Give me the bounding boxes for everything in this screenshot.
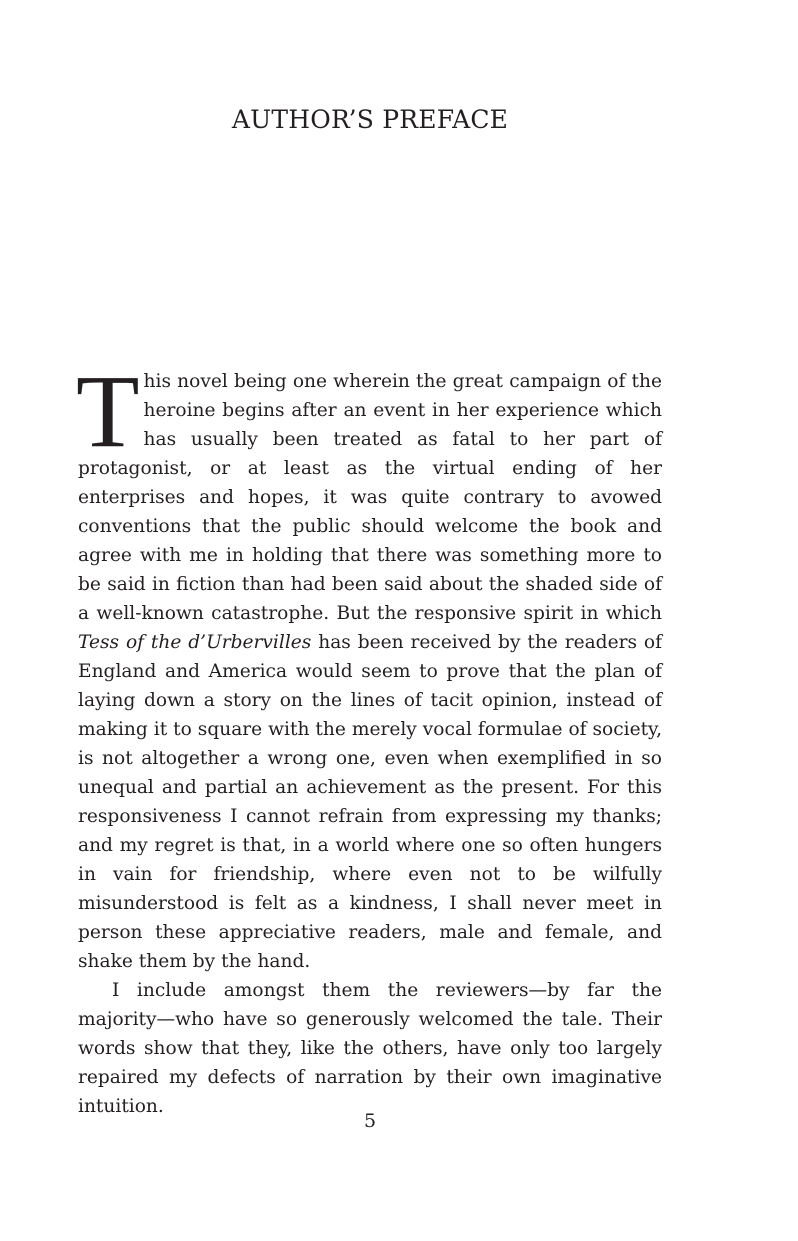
paragraph-2: I include amongst them the reviewers—by far the majority—who have so generously welcomed the tale. Their words show that they, like the others, have only too largely repaired my defects of narration by their own imaginative intuition. (78, 980, 662, 1117)
page-number: 5 (363, 1110, 377, 1132)
book-title-italic: Tess of the d’Urbervilles (78, 632, 312, 653)
drop-cap: T (76, 354, 140, 469)
paragraph-1 (76, 354, 662, 976)
paragraph-1-text-end: has been received by the readers of England and America would seem to prove that the plan of laying down a story on the lines of tacit opinion, instead of making it to square with the merely vocal formulae of society, is not altogether a wrong one, even when exemplified in so unequal and partial an achievement as the present. For this responsiveness I cannot refrain from expressing my thanks; and my regret is that, in a world where one so often hungers in vain for friendship, where even not to be wilfully misunderstood is felt as a kindness, I shall never meet in person these appreciative readers, male and female, and shake them by the hand. (78, 632, 662, 972)
page-title: AUTHOR’S PREFACE (231, 105, 509, 134)
paragraph-1-text-start: his novel being one wherein the great campaign of the heroine begins after an event in her experience which has usually been treated as fatal to her part of protagonist, or at least as the virtual ending of her enterprises and hopes, it was quite contrary to avowed conventions that the public should welcome the book and agree with me in holding that there was something more to be said in fiction than had been said about the shaded side of a well-known catastrophe. But the responsive spirit in which (78, 371, 662, 624)
preface-body (76, 354, 662, 1121)
